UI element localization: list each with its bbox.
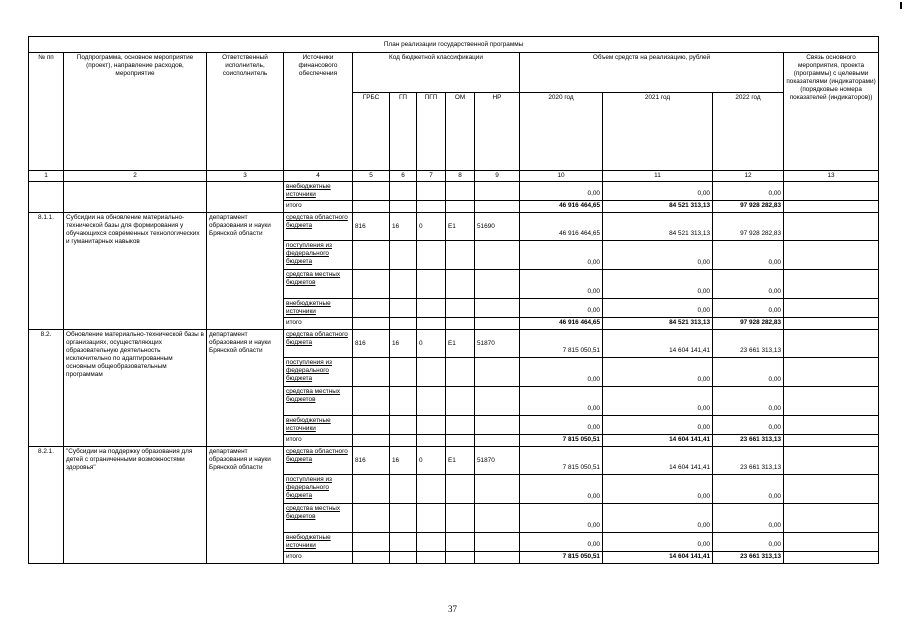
total-2020: 46 916 464,65 [520, 318, 603, 330]
col-number: 4 [284, 171, 353, 182]
kbk-nr [475, 435, 520, 447]
kbk-om [446, 504, 475, 533]
total-2022: 23 661 313,13 [713, 552, 784, 564]
kbk-gp [390, 504, 417, 533]
link-cell [784, 447, 879, 475]
source-label: средства областного бюджета [284, 213, 353, 241]
amount-2022: 0,00 [713, 533, 784, 552]
kbk-pgp [417, 504, 446, 533]
source-label: внебюджетные источники [284, 299, 353, 318]
link-cell [784, 533, 879, 552]
kbk-om [446, 533, 475, 552]
row-responsible: департамент образования и науки Брянской области [207, 447, 284, 564]
amount-2021: 0,00 [603, 533, 713, 552]
kbk-nr [475, 299, 520, 318]
kbk-gp [390, 533, 417, 552]
kbk-gp [390, 475, 417, 504]
kbk-grbs [353, 416, 390, 435]
header-link: Связь основного мероприятия, проекта (программы) с целевыми показателями (индикаторами) (порядковые номера показателей (индикаторов)) [784, 53, 879, 171]
kbk-grbs [353, 387, 390, 416]
source-label: поступления из федерального бюджета [284, 358, 353, 387]
row-responsible [207, 182, 284, 213]
col-number: 12 [713, 171, 784, 182]
link-cell [784, 270, 879, 299]
col-number: 5 [353, 171, 390, 182]
row-responsible: департамент образования и науки Брянской области [207, 330, 284, 447]
kbk-gp [390, 435, 417, 447]
kbk-nr [475, 552, 520, 564]
source-label: итого [284, 201, 353, 213]
kbk-pgp [417, 533, 446, 552]
table-row [29, 330, 879, 358]
amount-2020: 0,00 [520, 270, 603, 299]
amount-2021: 84 521 313,13 [603, 213, 713, 241]
col-number: 6 [390, 171, 417, 182]
header-grbs: ГРБС [353, 93, 390, 171]
source-label: средства местных бюджетов [284, 270, 353, 299]
col-number: 13 [784, 171, 879, 182]
kbk-gp [390, 387, 417, 416]
kbk-grbs [353, 435, 390, 447]
source-label: итого [284, 435, 353, 447]
col-number: 2 [64, 171, 207, 182]
amount-2022: 0,00 [713, 270, 784, 299]
total-2022: 97 928 282,83 [713, 201, 784, 213]
kbk-om: E1 [446, 447, 475, 475]
table-row [29, 447, 879, 475]
total-2021: 14 604 141,41 [603, 435, 713, 447]
source-label: внебюджетные источники [284, 533, 353, 552]
amount-2022: 0,00 [713, 387, 784, 416]
kbk-pgp [417, 552, 446, 564]
amount-2020: 46 916 464,65 [520, 213, 603, 241]
link-cell [784, 213, 879, 241]
kbk-gp [390, 416, 417, 435]
total-2022: 97 928 282,83 [713, 318, 784, 330]
total-2022: 23 661 313,13 [713, 435, 784, 447]
link-cell [784, 330, 879, 358]
amount-2020: 0,00 [520, 504, 603, 533]
table-row [29, 213, 879, 241]
kbk-om [446, 318, 475, 330]
col-number: 3 [207, 171, 284, 182]
kbk-nr [475, 387, 520, 416]
kbk-grbs [353, 504, 390, 533]
amount-2021: 0,00 [603, 182, 713, 201]
kbk-grbs [353, 533, 390, 552]
row-name: Обновление материально-технической базы в организациях, осуществляющих образовательную деятельность исключительно по адаптированным основным общеобразовательным программам [64, 330, 207, 447]
kbk-grbs [353, 318, 390, 330]
kbk-om [446, 358, 475, 387]
kbk-nr: 51690 [475, 213, 520, 241]
header-2021: 2021 год [603, 93, 713, 171]
kbk-grbs [353, 358, 390, 387]
amount-2021: 0,00 [603, 299, 713, 318]
header-om: ОМ [446, 93, 475, 171]
kbk-nr [475, 241, 520, 270]
row-num: 8.1.1. [29, 213, 64, 330]
row-responsible: департамент образования и науки Брянской области [207, 213, 284, 330]
kbk-pgp [417, 358, 446, 387]
kbk-grbs [353, 270, 390, 299]
amount-2021: 0,00 [603, 475, 713, 504]
amount-2022: 0,00 [713, 182, 784, 201]
row-name [64, 182, 207, 213]
kbk-pgp [417, 387, 446, 416]
kbk-gp [390, 552, 417, 564]
col-number: 7 [417, 171, 446, 182]
kbk-grbs [353, 241, 390, 270]
row-name: Субсидии на обновление материально-технической базы для формирования у обучающихся современных технологических и гуманитарных навыков [64, 213, 207, 330]
program-plan-table [28, 36, 879, 564]
kbk-om: E1 [446, 330, 475, 358]
col-number: 9 [475, 171, 520, 182]
col-number: 10 [520, 171, 603, 182]
link-cell [784, 475, 879, 504]
kbk-pgp [417, 241, 446, 270]
amount-2021: 0,00 [603, 504, 713, 533]
header-subprogram: Подпрограмма, основное мероприятие (проект), направление расходов, мероприятие [64, 53, 207, 171]
kbk-nr: 51870 [475, 330, 520, 358]
amount-2021: 14 604 141,41 [603, 447, 713, 475]
link-cell [784, 435, 879, 447]
link-cell [784, 358, 879, 387]
kbk-gp [390, 241, 417, 270]
link-cell [784, 416, 879, 435]
kbk-gp [390, 299, 417, 318]
kbk-gp: 16 [390, 447, 417, 475]
amount-2020: 0,00 [520, 387, 603, 416]
edge-mark [900, 2, 902, 9]
kbk-pgp [417, 416, 446, 435]
amount-2022: 0,00 [713, 299, 784, 318]
amount-2020: 0,00 [520, 416, 603, 435]
kbk-om [446, 241, 475, 270]
amount-2020: 0,00 [520, 299, 603, 318]
amount-2021: 0,00 [603, 416, 713, 435]
kbk-nr [475, 318, 520, 330]
amount-2022: 0,00 [713, 416, 784, 435]
total-2020: 46 916 464,65 [520, 201, 603, 213]
row-num [29, 182, 64, 213]
source-label: средства областного бюджета [284, 330, 353, 358]
kbk-om [446, 552, 475, 564]
amount-2022: 23 661 313,13 [713, 447, 784, 475]
source-label: итого [284, 318, 353, 330]
kbk-grbs [353, 475, 390, 504]
kbk-om [446, 270, 475, 299]
link-cell [784, 504, 879, 533]
total-2021: 84 521 313,13 [603, 318, 713, 330]
kbk-nr [475, 475, 520, 504]
link-cell [784, 318, 879, 330]
kbk-pgp [417, 475, 446, 504]
kbk-grbs: 816 [353, 330, 390, 358]
amount-2020: 7 815 050,51 [520, 447, 603, 475]
amount-2022: 0,00 [713, 241, 784, 270]
kbk-om [446, 299, 475, 318]
source-label: средства местных бюджетов [284, 387, 353, 416]
amount-2020: 0,00 [520, 182, 603, 201]
kbk-grbs [353, 552, 390, 564]
table-row [29, 182, 879, 201]
col-number: 11 [603, 171, 713, 182]
amount-2021: 0,00 [603, 241, 713, 270]
kbk-nr [475, 270, 520, 299]
amount-2020: 7 815 050,51 [520, 330, 603, 358]
kbk-grbs: 816 [353, 447, 390, 475]
kbk-gp [390, 358, 417, 387]
kbk-pgp [417, 299, 446, 318]
col-number: 1 [29, 171, 64, 182]
col-number: 8 [446, 171, 475, 182]
kbk-nr [475, 504, 520, 533]
header-responsible: Ответственный исполнитель, соисполнитель [207, 53, 284, 171]
header-2022: 2022 год [713, 93, 784, 171]
kbk-gp: 16 [390, 330, 417, 358]
kbk-grbs [353, 299, 390, 318]
header-pgp: ПГП [417, 93, 446, 171]
source-label: внебюджетные источники [284, 182, 353, 201]
row-num: 8.2. [29, 330, 64, 447]
amount-2022: 0,00 [713, 504, 784, 533]
kbk-om [446, 475, 475, 504]
kbk-pgp [417, 435, 446, 447]
kbk-om [446, 416, 475, 435]
header-gp: ГП [390, 93, 417, 171]
source-label: итого [284, 552, 353, 564]
amount-2022: 0,00 [713, 358, 784, 387]
kbk-gp [390, 318, 417, 330]
source-label: поступления из федерального бюджета [284, 475, 353, 504]
source-label: средства областного бюджета [284, 447, 353, 475]
table-title: План реализации государственной программы [29, 37, 879, 53]
link-cell [784, 387, 879, 416]
total-2020: 7 815 050,51 [520, 435, 603, 447]
amount-2022: 0,00 [713, 475, 784, 504]
kbk-pgp [417, 270, 446, 299]
kbk-om [446, 435, 475, 447]
header-funds: Объем средств на реализацию, рублей [520, 53, 784, 93]
kbk-grbs: 816 [353, 213, 390, 241]
source-label: средства местных бюджетов [284, 504, 353, 533]
total-2020: 7 815 050,51 [520, 552, 603, 564]
total-2021: 84 521 313,13 [603, 201, 713, 213]
kbk-gp: 16 [390, 213, 417, 241]
amount-2021: 0,00 [603, 387, 713, 416]
amount-2020: 0,00 [520, 533, 603, 552]
source-label: внебюджетные источники [284, 416, 353, 435]
kbk-pgp: 0 [417, 330, 446, 358]
header-nr: НР [475, 93, 520, 171]
header-2020: 2020 год [520, 93, 603, 171]
amount-2021: 0,00 [603, 270, 713, 299]
page-number: 37 [448, 604, 457, 614]
link-cell [784, 241, 879, 270]
amount-2022: 23 661 313,13 [713, 330, 784, 358]
link-cell [784, 552, 879, 564]
amount-2020: 0,00 [520, 475, 603, 504]
kbk-nr [475, 416, 520, 435]
kbk-pgp: 0 [417, 447, 446, 475]
row-name: "Субсидии на поддержку образования для детей с ограниченными возможностями здоровья" [64, 447, 207, 564]
kbk-om: E1 [446, 213, 475, 241]
kbk-nr: 51870 [475, 447, 520, 475]
header-kbk: Код бюджетной классификации [353, 53, 520, 93]
kbk-pgp: 0 [417, 213, 446, 241]
source-label: поступления из федерального бюджета [284, 241, 353, 270]
amount-2021: 14 604 141,41 [603, 330, 713, 358]
header-sources: Источники финансового обеспечения [284, 53, 353, 171]
kbk-om [446, 387, 475, 416]
kbk-nr [475, 533, 520, 552]
kbk-nr [475, 358, 520, 387]
kbk-gp [390, 270, 417, 299]
amount-2020: 0,00 [520, 358, 603, 387]
amount-2021: 0,00 [603, 358, 713, 387]
kbk-pgp [417, 318, 446, 330]
amount-2020: 0,00 [520, 241, 603, 270]
link-cell [784, 299, 879, 318]
header-num: № пп [29, 53, 64, 171]
total-2021: 14 604 141,41 [603, 552, 713, 564]
row-num: 8.2.1. [29, 447, 64, 564]
amount-2022: 97 928 282,83 [713, 213, 784, 241]
